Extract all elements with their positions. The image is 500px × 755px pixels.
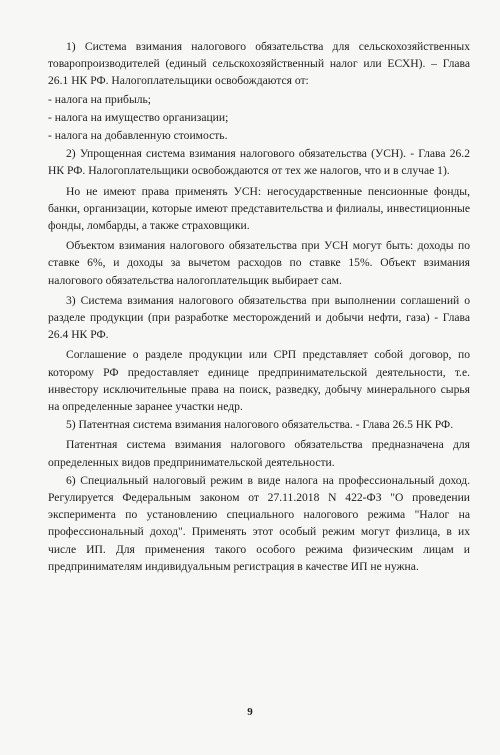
paragraph-usn-objects: Объектом взимания налогового обязательства при УСН могут быть: доходы по ставке 6%, и доходы за вычетом расходов по ставке 15%. Объект взимания налогового обязательства налогоплательщик выбирает сам. [48, 239, 470, 287]
paragraph-srp: Соглашение о разделе продукции или СРП представляет собой договор, по которому РФ предоставляет единице предпринимательской деятельности, т.е. инвестору исключительные права на поиск, разведку, добычу минерального сырья на определенные заранее участки недр. [48, 348, 470, 414]
paragraph-1: 1) Система взимания налогового обязательства для сельскохозяйственных товаропроизводителей (единый сельскохозяйственный налог или ЕСХН). – Глава 26.1 НК РФ. Налогоплательщики освобождаются от: [48, 40, 470, 88]
paragraph-3: 3) Система взимания налогового обязательства при выполнении соглашений о разделе продукции (при разработке месторождений и добычи нефти, газа) - Глава 26.4 НК РФ. [48, 293, 470, 342]
paragraph-6: 6) Специальный налоговый режим в виде налога на профессиональный доход. Регулируется Федеральным законом от 27.11.2018 N 422-ФЗ "О проведении эксперимента по установлению специального налогового режима "Налог на профессиональный доход". Применять этот особый режим могут физлица, в их числе ИП. Для применения такого особого режима физическим лицам и предпринимателям индивидуальным регистрация в качестве ИП не нужна. [48, 473, 470, 573]
paragraph-patent: Патентная система взимания налогового обязательства предназначена для определенных видов предпринимательской деятельности. [48, 438, 470, 469]
paragraph-usn-restrictions: Но не имеют права применять УСН: негосударственные пенсионные фонды, банки, организации, которые имеют представительства и филиалы, инвестиционные фонды, ломбарды, а также страховщики. [48, 184, 470, 233]
paragraph-2: 2) Упрощенная система взимания налогового обязательства (УСН). - Глава 26.2 НК РФ. Налогоплательщики освобождаются от тех же налогов, что и в случае 1). [48, 147, 470, 178]
list-item-profit-tax: - налога на прибыль; [48, 92, 152, 106]
page-number: 9 [247, 706, 253, 718]
list-item-property-tax: - налога на имущество организации; [48, 110, 229, 124]
list-item-vat: - налога на добавленную стоимость. [48, 129, 228, 143]
paragraph-5: 5) Патентная система взимания налогового обязательства. - Глава 26.5 НК РФ. [66, 418, 454, 432]
document-body [48, 38, 470, 576]
